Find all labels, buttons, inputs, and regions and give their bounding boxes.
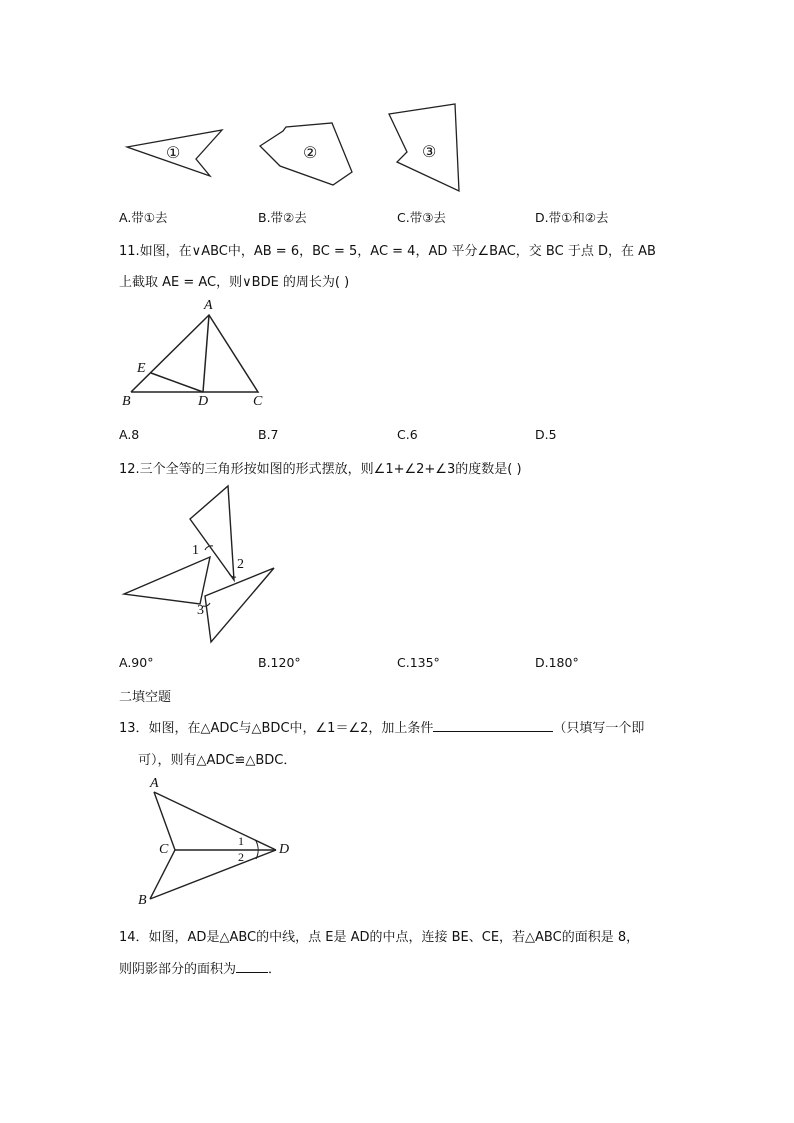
- shape-1-label: ①: [166, 145, 181, 162]
- q13-stem-pre: 13．如图，在△ADC与△BDC中，∠1＝∠2，加上条件: [119, 721, 434, 736]
- shape-2-label: ②: [303, 145, 318, 162]
- q14-answer-blank[interactable]: [236, 960, 268, 973]
- q12-option-d[interactable]: D.180°: [535, 655, 579, 670]
- q14-stem-post: ．: [268, 962, 282, 977]
- q13-label-b: B: [138, 893, 147, 908]
- q11-option-b[interactable]: B.7: [258, 427, 279, 442]
- q11-label-c: C: [253, 394, 263, 409]
- q12-angle-1-label: 1: [192, 543, 199, 558]
- q11-label-a: A: [204, 298, 213, 313]
- q11-option-a[interactable]: A.8: [119, 427, 140, 442]
- q11-label-d: D: [198, 394, 209, 409]
- q13-stem-line2: 可），则有△ADC≌△BDC．: [138, 753, 297, 768]
- q10-option-b[interactable]: B.带②去: [258, 210, 307, 225]
- q11-stem-line1: 11.如图，在∨ABC中，AB = 6，BC = 5，AC = 4，AD 平分∠BAC，交 BC 于点 D，在 AB: [119, 244, 656, 259]
- q12-stem: 12.三个全等的三角形按如图的形式摆放，则∠1+∠2+∠3的度数是( ): [119, 462, 522, 477]
- q13-stem-post: （只填写一个即: [553, 721, 645, 736]
- q14-stem-line1: 14．如图，AD是△ABC的中线，点 E是 AD的中点，连接 BE、CE，若△ABC的面积是 8，: [119, 930, 640, 945]
- shape-3-label: ③: [422, 144, 437, 161]
- q14-stem-pre: 则阴影部分的面积为: [119, 962, 237, 977]
- q10-option-d[interactable]: D.带①和②去: [535, 210, 609, 225]
- q13-angle-1-label: 1: [238, 834, 244, 848]
- q13-label-a: A: [150, 776, 159, 791]
- q14-stem-line2: [119, 958, 281, 977]
- q11-option-c[interactable]: C.6: [397, 427, 418, 442]
- q11-label-e: E: [137, 361, 146, 376]
- q12-option-c[interactable]: C.135°: [397, 655, 440, 670]
- q12-angle-3-label: 3: [197, 603, 204, 618]
- q11-label-b: B: [122, 394, 131, 409]
- q13-label-d: D: [279, 842, 290, 857]
- q12-angle-2-label: 2: [237, 557, 244, 572]
- q10-option-a[interactable]: A.带①去: [119, 210, 168, 225]
- q11-stem-line2: 上截取 AE = AC，则∨BDE 的周长为( ): [119, 275, 350, 290]
- q12-option-b[interactable]: B.120°: [258, 655, 301, 670]
- q12-option-a[interactable]: A.90°: [119, 655, 154, 670]
- q13-label-c: C: [159, 842, 169, 857]
- section-title: 二填空题: [119, 690, 172, 705]
- q11-option-d[interactable]: D.5: [535, 427, 557, 442]
- q10-option-c[interactable]: C.带③去: [397, 210, 446, 225]
- q13-angle-2-label: 2: [238, 850, 244, 864]
